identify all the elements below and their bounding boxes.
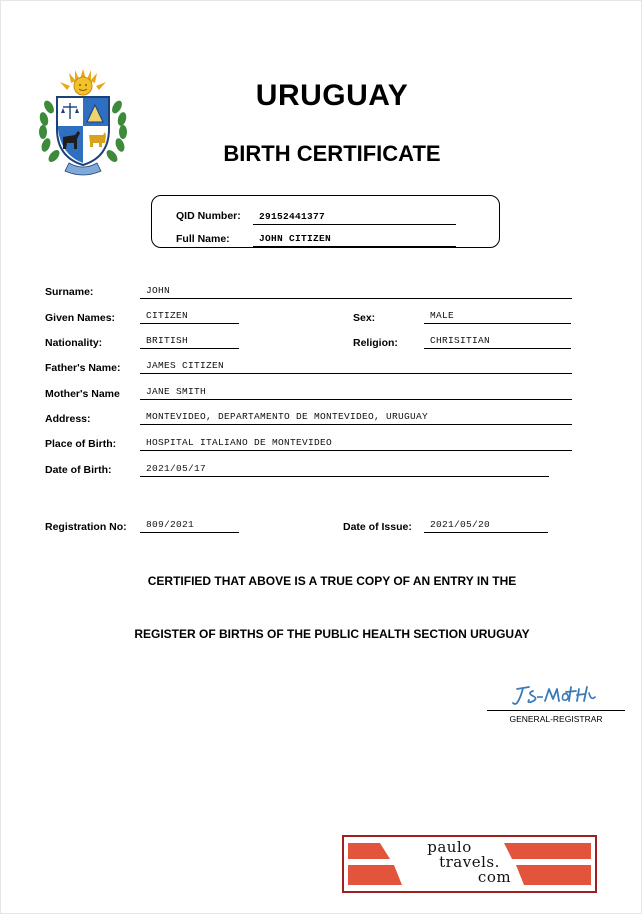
religion-label: Religion: xyxy=(353,337,398,349)
surname-label: Surname: xyxy=(45,286,94,298)
logo-text xyxy=(344,840,595,885)
nationality-value: BRITISH xyxy=(140,332,239,349)
surname-value: JOHN xyxy=(140,282,572,299)
sex-value: MALE xyxy=(424,307,571,324)
religion-value: CHRISITIAN xyxy=(424,332,571,349)
certification-line-1: CERTIFIED THAT ABOVE IS A TRUE COPY OF AN ENTRY IN THE xyxy=(147,574,517,588)
qid-value: 29152441377 xyxy=(253,208,456,225)
document-title: BIRTH CERTIFICATE xyxy=(223,141,441,166)
father-name-label: Father's Name: xyxy=(45,362,121,374)
country-title: URUGUAY xyxy=(255,79,409,112)
date-of-birth-value: 2021/05/17 xyxy=(140,460,549,477)
given-names-value: CITIZEN xyxy=(140,307,239,324)
registration-no-label: Registration No: xyxy=(45,521,127,533)
logo-line-3: com xyxy=(477,868,512,886)
date-of-birth-label: Date of Birth: xyxy=(45,464,112,476)
father-name-value: JAMES CITIZEN xyxy=(140,357,572,374)
logo-line-2: travels. xyxy=(439,853,500,871)
date-of-issue-label: Date of Issue: xyxy=(343,521,412,533)
nationality-label: Nationality: xyxy=(45,337,103,349)
mother-name-value: JANE SMITH xyxy=(140,383,572,400)
signature-line xyxy=(487,710,625,711)
address-label: Address: xyxy=(45,413,91,425)
full-name-label: Full Name: xyxy=(176,233,230,245)
handwritten-signature xyxy=(511,681,597,709)
address-value: MONTEVIDEO, DEPARTAMENTO DE MONTEVIDEO, URUGUAY xyxy=(140,408,572,425)
logo-line-1: paulo xyxy=(427,838,472,856)
registration-no-value: 809/2021 xyxy=(140,516,239,533)
full-name-value: JOHN CITIZEN xyxy=(253,230,456,247)
given-names-label: Given Names: xyxy=(45,312,116,324)
paulo-travels-logo xyxy=(342,835,597,893)
mother-name-label: Mother's Name xyxy=(45,388,120,400)
qid-label: QID Number: xyxy=(176,210,241,222)
certification-line-2: REGISTER OF BIRTHS OF THE PUBLIC HEALTH SECTION URUGUAY xyxy=(134,627,530,641)
place-of-birth-value: HOSPITAL ITALIANO DE MONTEVIDEO xyxy=(140,434,572,451)
date-of-issue-value: 2021/05/20 xyxy=(424,516,548,533)
sex-label: Sex: xyxy=(353,312,376,324)
place-of-birth-label: Place of Birth: xyxy=(45,438,117,450)
registrar-title: GENERAL-REGISTRAR xyxy=(509,714,603,724)
